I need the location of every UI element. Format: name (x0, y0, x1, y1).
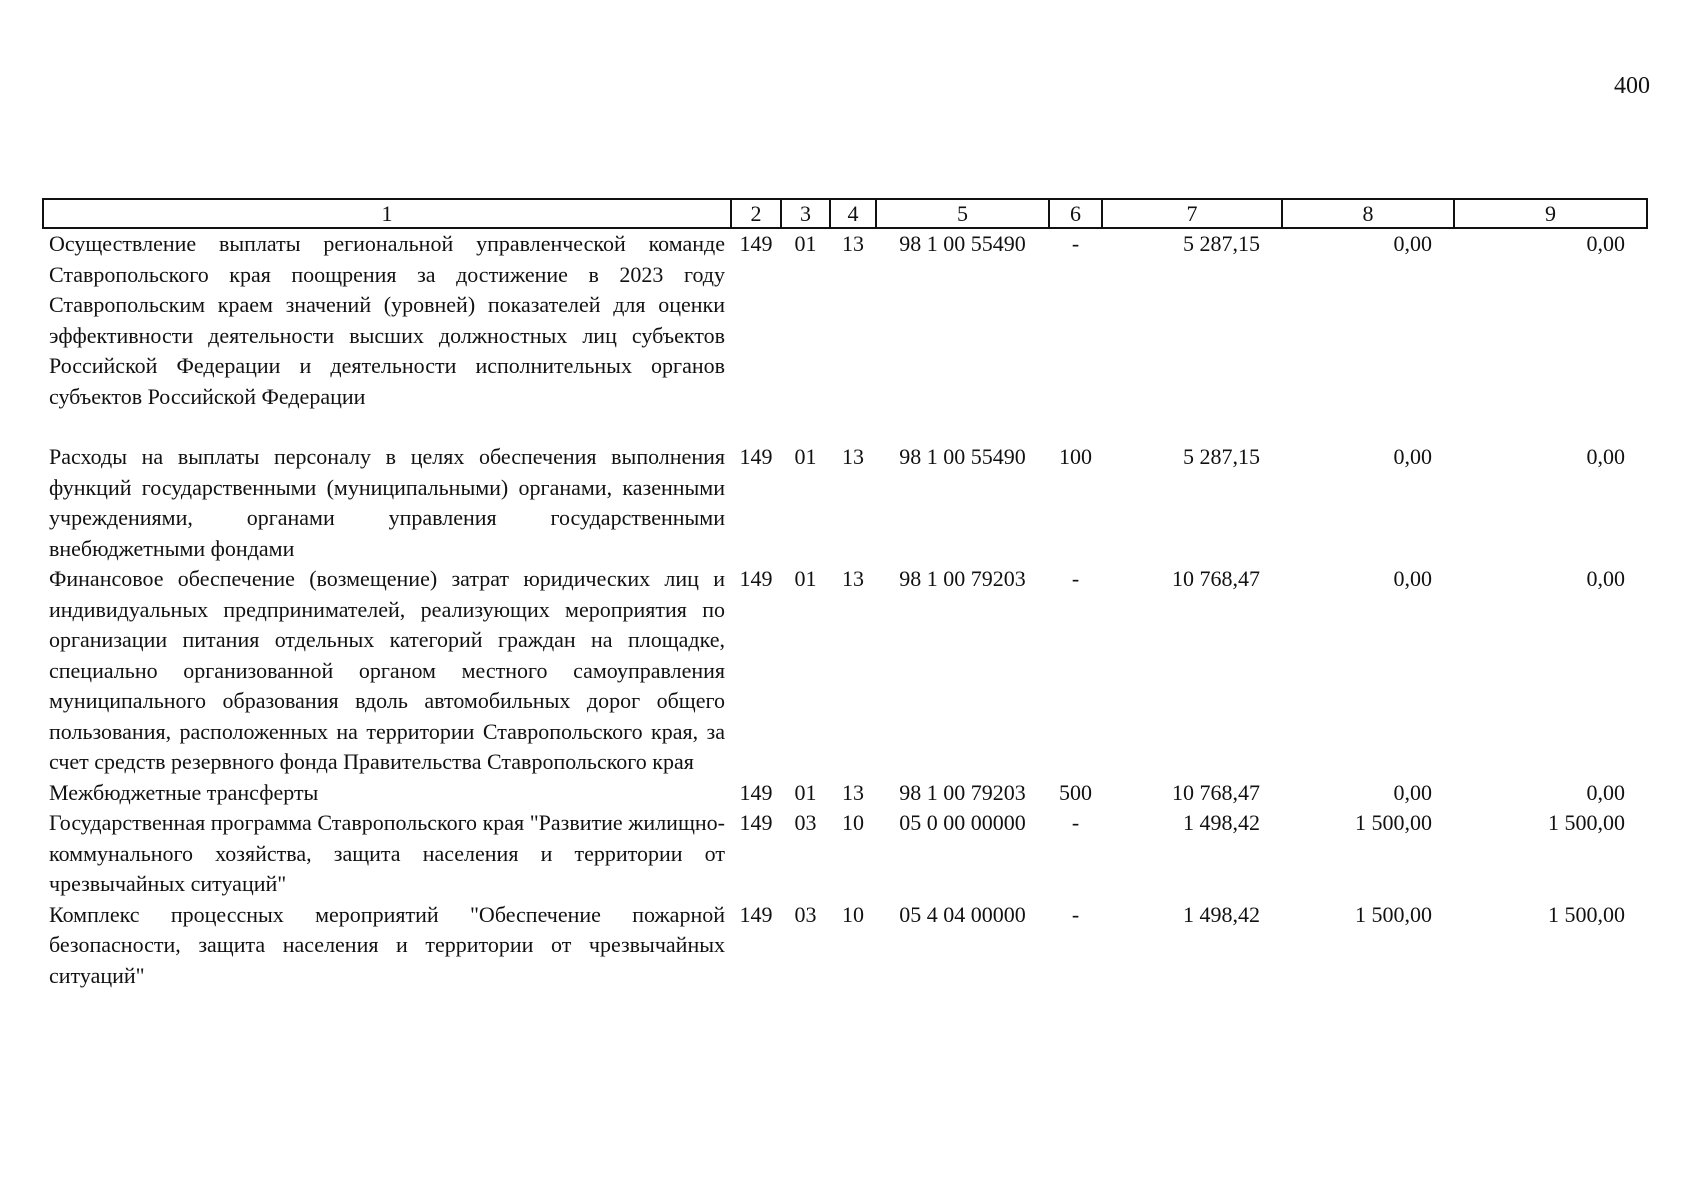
row-amount-col9: 1 500,00 (1548, 901, 1625, 927)
row-ministry-code: 149 (739, 901, 773, 927)
table-row (43, 228, 1647, 442)
row-subsection-code: 13 (842, 444, 864, 469)
row-expense-type: 100 (1059, 444, 1092, 469)
row-amount-col7: 5 287,15 (1183, 444, 1260, 469)
row-expense-type: - (1071, 810, 1080, 835)
header-col-3: 3 (781, 199, 830, 228)
row-amount-col9: 0,00 (1586, 231, 1625, 256)
row-subsection-code: 13 (842, 779, 864, 805)
header-col-5: 5 (876, 199, 1049, 228)
row-target-article: 98 1 00 79203 (899, 779, 1026, 805)
row-section-code: 01 (794, 444, 817, 469)
row-expense-type: - (1071, 231, 1080, 256)
row-section-code: 03 (794, 810, 817, 835)
row-section-code: 01 (794, 566, 817, 591)
row-amount-col9: 0,00 (1586, 444, 1625, 469)
row-amount-col9: 0,00 (1586, 779, 1625, 805)
row-amount-col7: 5 287,15 (1183, 231, 1260, 256)
header-col-4: 4 (830, 199, 876, 228)
header-col-9: 9 (1454, 199, 1647, 228)
row-amount-col8: 0,00 (1393, 444, 1432, 469)
row-description: Расходы на выплаты персоналу в целях обеспечения выполнения функций государственными (муниципальными) органами, казенными учреждениями, органами управления государственными внебюджетными фондами (49, 444, 725, 561)
header-row (43, 199, 1647, 228)
row-target-article: 98 1 00 55490 (899, 444, 1026, 469)
page-number: 400 (1614, 73, 1650, 99)
row-section-code: 01 (794, 779, 817, 805)
header-col-7: 7 (1102, 199, 1282, 228)
row-subsection-code: 10 (842, 901, 864, 927)
header-col-6: 6 (1049, 199, 1102, 228)
row-target-article: 05 0 00 00000 (899, 810, 1026, 835)
row-expense-type: - (1071, 901, 1080, 927)
table-row (43, 442, 1647, 564)
row-description: Государственная программа Ставропольского края "Развитие жилищно-коммунального хозяйства, защита населения и территории от чрезвычайных ситуаций" (49, 810, 725, 896)
row-amount-col7: 1 498,42 (1183, 810, 1260, 835)
row-section-code: 03 (794, 901, 817, 927)
row-subsection-code: 13 (842, 231, 864, 256)
table-row (43, 564, 1647, 778)
table-body (43, 228, 1647, 991)
budget-table (42, 198, 1648, 991)
row-amount-col9: 0,00 (1586, 566, 1625, 591)
header-col-2: 2 (731, 199, 781, 228)
row-description: Финансовое обеспечение (возмещение) затрат юридических лиц и индивидуальных предпринимателей, реализующих мероприятия по организации питания отдельных категорий граждан на площадке, специально организованной органом местного самоуправления муниципального образования вдоль автомобильных дорог общего пользования, расположенных на территории Ставропольского края, за счет средств резервного фонда Правительства Ставропольского края (49, 566, 725, 774)
row-description: Осуществление выплаты региональной управленческой команде Ставропольского края поощрения за достижение в 2023 году Ставропольским краем значений (уровней) показателей для оценки эффективности деятельности высших должностных лиц субъектов Российской Федерации и деятельности исполнительных органов субъектов Российской Федерации (49, 231, 725, 409)
row-description: Комплекс процессных мероприятий "Обеспечение пожарной безопасности, защита населения и территории от чрезвычайных ситуаций" (49, 901, 725, 988)
table-row (43, 778, 1647, 809)
row-ministry-code: 149 (739, 566, 773, 591)
row-target-article: 98 1 00 55490 (899, 231, 1026, 256)
row-amount-col8: 1 500,00 (1355, 901, 1432, 927)
row-amount-col8: 1 500,00 (1355, 810, 1432, 835)
row-ministry-code: 149 (739, 779, 773, 805)
table-header (43, 199, 1647, 228)
table-row (43, 900, 1647, 992)
row-amount-col8: 0,00 (1393, 779, 1432, 805)
header-col-1: 1 (43, 199, 731, 228)
row-target-article: 05 4 04 00000 (899, 901, 1026, 927)
row-section-code: 01 (794, 231, 817, 256)
row-expense-type: 500 (1059, 779, 1092, 805)
row-amount-col8: 0,00 (1393, 231, 1432, 256)
row-subsection-code: 10 (842, 810, 864, 835)
row-ministry-code: 149 (739, 231, 773, 256)
row-expense-type: - (1071, 566, 1080, 591)
row-ministry-code: 149 (739, 810, 773, 835)
row-amount-col7: 1 498,42 (1183, 901, 1260, 927)
row-description: Межбюджетные трансферты (49, 779, 319, 805)
row-subsection-code: 13 (842, 566, 864, 591)
row-amount-col7: 10 768,47 (1172, 779, 1260, 805)
row-amount-col8: 0,00 (1393, 566, 1432, 591)
row-amount-col9: 1 500,00 (1548, 810, 1625, 835)
table-row (43, 808, 1647, 900)
row-amount-col7: 10 768,47 (1172, 566, 1260, 591)
row-target-article: 98 1 00 79203 (899, 566, 1026, 591)
row-ministry-code: 149 (739, 444, 773, 469)
header-col-8: 8 (1282, 199, 1454, 228)
